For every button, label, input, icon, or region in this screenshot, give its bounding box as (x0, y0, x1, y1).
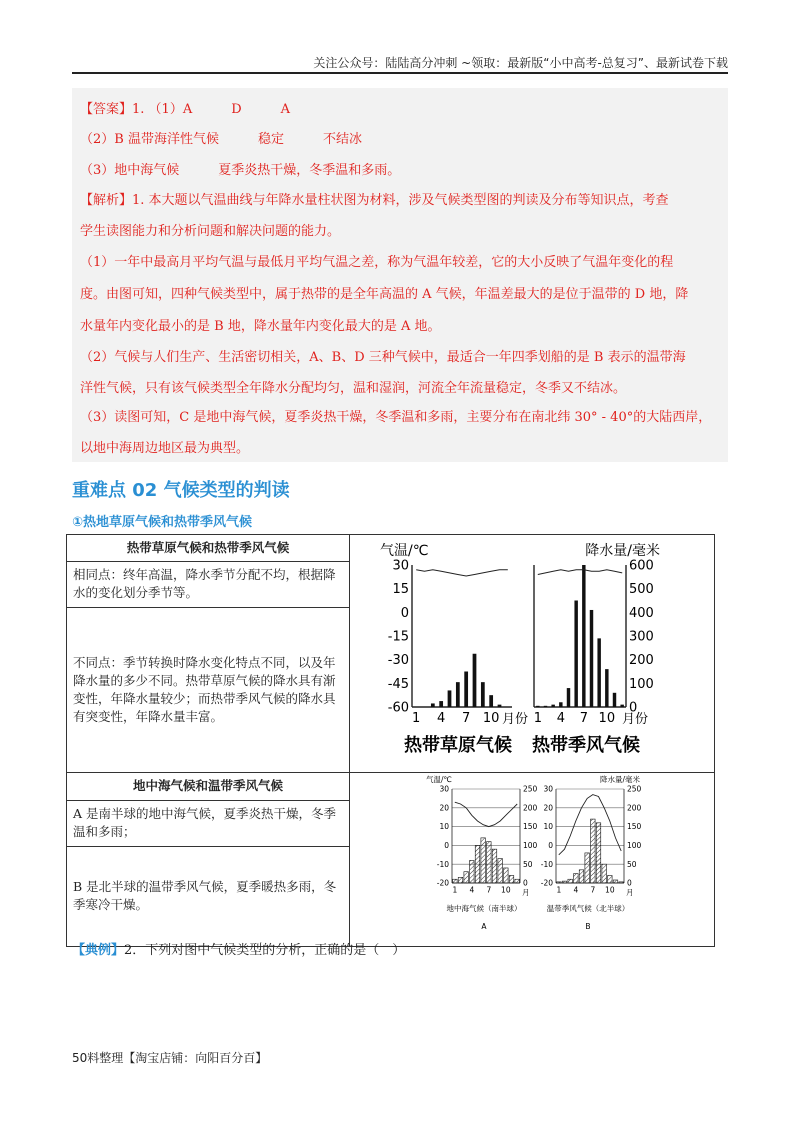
y-axis-label: 降水量/毫米 (599, 775, 640, 784)
x-tick-label: 1 (556, 885, 562, 895)
x-tick-label: 4 (573, 885, 579, 895)
x-tick-label: 10 (605, 885, 615, 895)
y-axis-label: 气温/℃ (426, 775, 452, 784)
y-tick-label: -45 (387, 676, 409, 692)
x-tick-label: 4 (469, 885, 475, 895)
climate-chart (380, 543, 528, 756)
precip-bar (591, 819, 596, 883)
precip-bar (574, 874, 579, 883)
tropical-charts (350, 535, 714, 767)
precip-bar (620, 705, 623, 707)
answer-line-1 (80, 98, 290, 117)
analysis-line-7: 洋性气候，只有该气候类型全年降水分配均匀，温和湿润，河流全年流量稳定，冬季又不结冰。 (80, 381, 627, 396)
precip-bar (602, 864, 607, 883)
x-tick-label: 10 (501, 885, 511, 895)
analysis-text-1: 1. 本大题以气温曲线与年降水量柱状图为材料，涉及气候类型图的判读及分布等知识点，考查 (132, 193, 669, 208)
precip-bar (585, 853, 590, 883)
analysis-line-2: 学生读图能力和分析问题和解决问题的能力。 (80, 224, 341, 239)
precip-bar (481, 838, 486, 883)
y2-tick-label: 500 (629, 582, 654, 598)
precip-bar (489, 695, 493, 707)
analysis-line-3: （1）一年中最高月平均气温与最低月平均气温之差，称为气温年较差，它的大小反映了气温年变化的程 (80, 255, 674, 270)
precip-bar (470, 860, 475, 883)
temperature-line (559, 795, 621, 855)
y2-tick-label: 0 (523, 878, 528, 888)
answer-line-3: （3）地中海气候 夏季炎热干燥，冬季温和多雨。 (80, 163, 401, 178)
temperature-line (538, 570, 622, 575)
analysis-line-4: 度。由图可知，四种气候类型中，属于热带的是全年高温的 A 气候，年温差最大的是位于温带的 D 地，降 (80, 287, 689, 302)
y-tick-label: 15 (392, 582, 409, 598)
y-tick-label: -20 (436, 878, 449, 888)
y-tick-label: -10 (540, 859, 553, 869)
y2-tick-label: 200 (523, 803, 538, 813)
x-tick-label: 10 (482, 711, 500, 726)
header-rule (72, 72, 728, 74)
y-tick-label: -10 (436, 859, 449, 869)
row1-difference: 不同点：季节转换时降水变化特点不同，以及年降水量的多少不同。热带草原气候的降水具有渐变性，年降水量较少；而热带季风气候的降水具有突变性，年降水量丰富。 (67, 608, 350, 773)
chart-caption: B (585, 922, 591, 931)
answer-tag: 【答案】 (80, 102, 133, 117)
analysis-tag: 【解析】 (80, 193, 133, 208)
comparison-table (66, 534, 715, 947)
section-title: 重难点 02 气候类型的判读 (72, 480, 290, 501)
y2-tick-label: 0 (627, 878, 632, 888)
x-tick-label: 7 (590, 885, 596, 895)
chart-title: 热带草原气候 (404, 735, 512, 756)
x-tick-label: 4 (437, 711, 446, 726)
x-axis-label: 月份 (622, 712, 649, 727)
temperature-line (455, 802, 517, 826)
analysis-line-1 (80, 189, 669, 208)
precip-bar (551, 705, 554, 707)
section-subtitle: ①热地草原气候和热带季风气候 (72, 515, 253, 530)
y2-tick-label: 100 (629, 676, 654, 692)
precip-bar (456, 682, 460, 707)
y2-tick-label: 50 (523, 859, 533, 869)
precip-bar (453, 879, 458, 883)
y-tick-label: -15 (387, 629, 409, 645)
precip-bar (559, 702, 562, 707)
analysis-line-5: 水量年内变化最小的是 B 地，降水量年内变化最大的是 A 地。 (80, 319, 441, 334)
precip-bar (464, 872, 469, 883)
precip-bar (473, 654, 477, 707)
y2-tick-label: 400 (629, 605, 654, 621)
y2-tick-label: 150 (523, 822, 538, 832)
y2-tick-label: 100 (627, 841, 642, 851)
y-tick-label: 30 (439, 784, 449, 794)
y2-tick-label: 600 (629, 558, 654, 574)
x-axis-label: 月 (522, 888, 530, 897)
y2-tick-label: 200 (627, 803, 642, 813)
precip-bar (562, 881, 567, 883)
y2-tick-label: 150 (627, 822, 642, 832)
y-tick-label: 10 (439, 822, 449, 832)
x-tick-label: 1 (412, 711, 421, 726)
y2-tick-label: 100 (523, 841, 538, 851)
y2-tick-label: 50 (627, 859, 637, 869)
precip-bar (567, 688, 570, 707)
tropical-charts-cell (350, 535, 715, 773)
answer-text-1: 1. （1）A D A (132, 102, 291, 117)
x-tick-label: 1 (533, 711, 542, 726)
precip-bar (608, 875, 613, 883)
x-tick-label: 7 (462, 711, 471, 726)
precip-bar (464, 672, 468, 708)
answer-line-2: （2）B 温带海洋性气候 稳定 不结冰 (80, 132, 362, 147)
precip-bar (619, 882, 624, 883)
precip-bar (431, 703, 435, 707)
x-axis-label: 月 (626, 888, 634, 897)
example-line (72, 939, 405, 958)
y-tick-label: 0 (548, 841, 553, 851)
y-tick-label: 30 (543, 784, 553, 794)
climate-chart (541, 774, 642, 931)
precip-bar (498, 705, 502, 707)
y2-tick-label: 250 (627, 784, 642, 794)
precip-bar (582, 565, 585, 707)
x-tick-label: 10 (598, 711, 616, 726)
row2-monsoon: B 是北半球的温带季风气候，夏季暖热多雨，冬季寒冷干燥。 (67, 846, 350, 946)
chart-title: 热带季风气候 (532, 735, 640, 756)
x-tick-label: 1 (452, 885, 458, 895)
y2-axis-label: 降水量/毫米 (585, 543, 660, 559)
row1-heading: 热带草原气候和热带季风气候 (67, 535, 350, 562)
x-axis-label: 月份 (502, 712, 529, 727)
y-tick-label: -20 (540, 878, 553, 888)
precip-bar (590, 610, 593, 707)
temperature-line (416, 570, 508, 576)
precip-bar (574, 601, 577, 708)
chart-title: 温带季风气候（北半球） (546, 904, 630, 913)
x-tick-label: 7 (486, 885, 492, 895)
precip-bar (481, 682, 485, 707)
y2-tick-label: 0 (629, 700, 638, 716)
precip-bar (613, 693, 616, 707)
y-tick-label: 0 (400, 605, 409, 621)
x-tick-label: 4 (556, 711, 565, 726)
example-tag: 【典例】 (72, 943, 125, 958)
precip-bar (568, 879, 573, 883)
precip-bar (597, 638, 600, 707)
y-tick-label: 0 (444, 841, 449, 851)
row1-similarity: 相同点：终年高温，降水季节分配不均，根据降水的变化划分季节等。 (67, 562, 350, 608)
y-tick-label: 30 (392, 558, 409, 574)
page-header: 关注公众号：陆陆高分冲刺 ~领取：最新版“小中高考-总复习”、最新试卷下载 (313, 56, 728, 70)
precip-bar (504, 868, 509, 883)
precip-bar (579, 870, 584, 883)
y-tick-label: 20 (543, 803, 553, 813)
precip-bar (605, 669, 608, 707)
y-tick-label: -60 (387, 700, 409, 716)
precip-bar (536, 706, 539, 707)
row2-mediterranean: A 是南半球的地中海气候，夏季炎热干燥，冬季温和多雨； (67, 800, 350, 846)
example-text: 2．下列对图中气候类型的分析，正确的是（ ） (124, 943, 406, 958)
chart-title: 地中海气候（南半球） (446, 904, 522, 913)
precip-bar (509, 875, 514, 883)
y-axis-label: 气温/℃ (380, 543, 429, 559)
temperate-charts (350, 773, 714, 941)
analysis-line-8: （3）读图可知，C 是地中海气候，夏季炎热干燥，冬季温和多雨，主要分布在南北纬 30° - 40°的大陆西岸， (80, 410, 712, 425)
precip-bar (458, 877, 463, 883)
analysis-line-6: （2）气候与人们生产、生活密切相关，A、B、D 三种气候中，最适合一年四季划船的是 B 表示的温带海 (80, 350, 686, 365)
precip-bar (515, 879, 520, 883)
y2-tick-label: 200 (629, 653, 654, 669)
temperate-charts-cell (350, 773, 715, 947)
page-footer: 50料整理【淘宝店铺：向阳百分百】 (72, 1051, 268, 1065)
precip-bar (557, 882, 562, 883)
y-tick-label: -30 (387, 653, 409, 669)
y2-tick-label: 300 (629, 629, 654, 645)
chart-caption: A (481, 922, 487, 931)
precip-bar (475, 845, 480, 883)
analysis-line-9: 以地中海周边地区最为典型。 (80, 441, 250, 456)
y2-tick-label: 250 (523, 784, 538, 794)
y-tick-label: 10 (543, 822, 553, 832)
precip-bar (613, 880, 618, 883)
precip-bar (448, 690, 452, 707)
precip-bar (498, 859, 503, 883)
y-tick-label: 20 (439, 803, 449, 813)
climate-chart (426, 774, 538, 931)
row2-heading: 地中海气候和温带季风气候 (67, 773, 350, 801)
climate-chart (532, 542, 660, 756)
x-tick-label: 7 (579, 711, 588, 726)
precip-bar (544, 706, 547, 707)
precip-bar (439, 701, 443, 707)
precip-bar (487, 842, 492, 883)
precip-bar (596, 823, 601, 883)
precip-bar (492, 849, 497, 883)
